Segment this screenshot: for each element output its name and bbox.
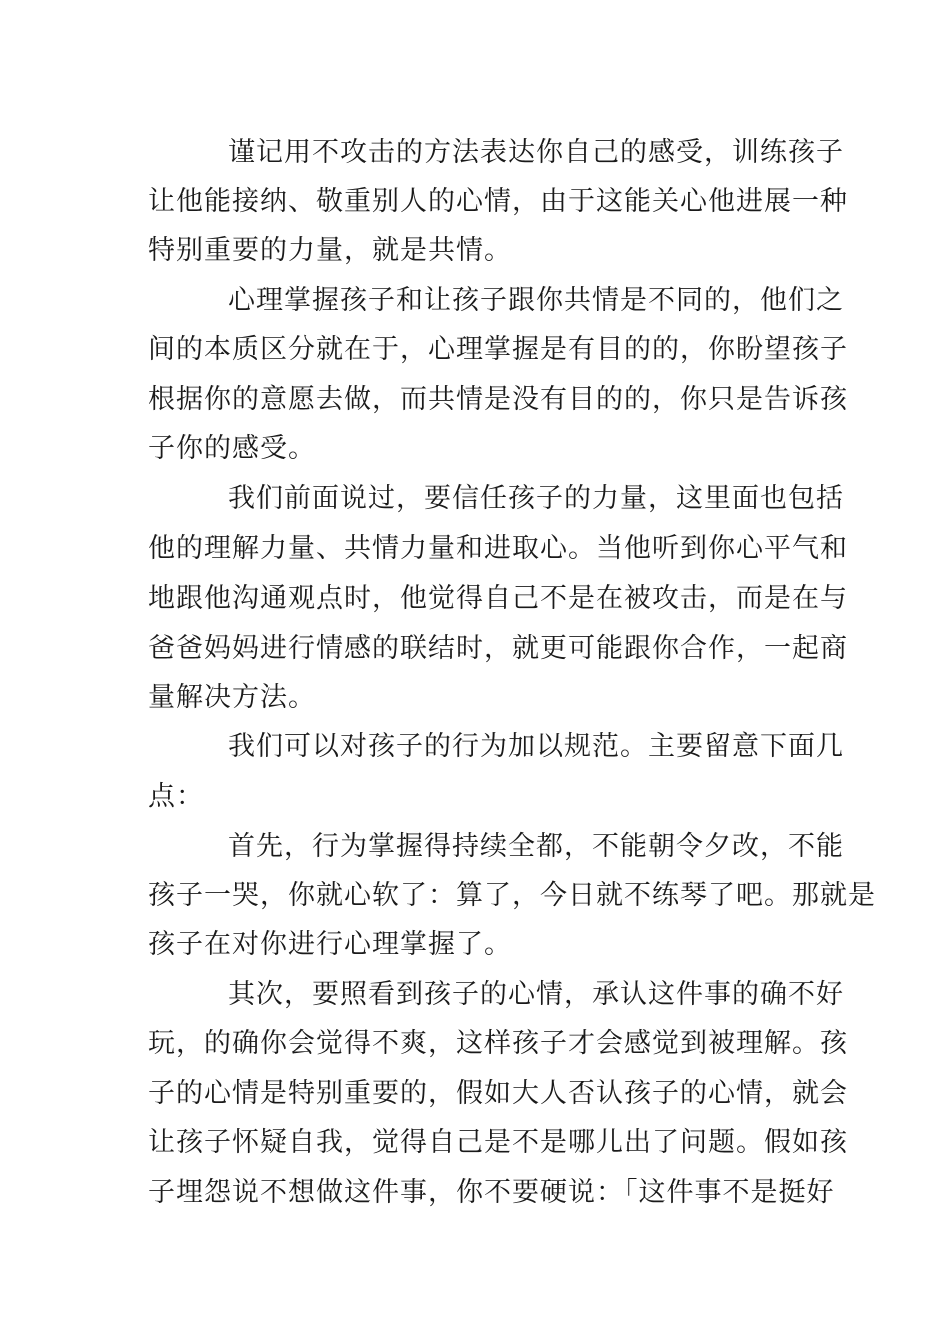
paragraph-5-line-3: 孩子在对你进行心理掌握了。	[148, 929, 512, 960]
paragraph-2-line-1: 心理掌握孩子和让孩子跟你共情是不同的，他们之	[228, 285, 844, 316]
paragraph-1-line-1: 谨记用不攻击的方法表达你自己的感受，训练孩子	[228, 137, 844, 168]
paragraph-2-line-2: 间的本质区分就在于，心理掌握是有目的的，你盼望孩子	[148, 334, 848, 365]
paragraph-6-line-2: 玩，的确你会觉得不爽，这样孩子才会感觉到被理解。孩	[148, 1028, 848, 1059]
paragraph-3-line-2: 他的理解力量、共情力量和进取心。当他听到你心平气和	[148, 533, 848, 564]
paragraph-2-line-3: 根据你的意愿去做，而共情是没有目的的，你只是告诉孩	[148, 384, 848, 415]
paragraph-3-line-3: 地跟他沟通观点时，他觉得自己不是在被攻击，而是在与	[148, 583, 848, 614]
paragraph-5-line-1: 首先，行为掌握得持续全都，不能朝令夕改，不能	[228, 831, 844, 862]
paragraph-4-line-1: 我们可以对孩子的行为加以规范。主要留意下面几	[228, 731, 844, 762]
paragraph-6-line-1: 其次，要照看到孩子的心情，承认这件事的确不好	[228, 979, 844, 1010]
paragraph-3-line-4: 爸爸妈妈进行情感的联结时，就更可能跟你合作，一起商	[148, 633, 848, 664]
paragraph-1-line-3: 特别重要的力量，就是共情。	[148, 235, 512, 266]
paragraph-1-line-2: 让他能接纳、敬重别人的心情，由于这能关心他进展一种	[148, 186, 848, 217]
paragraph-2-line-4: 子你的感受。	[148, 433, 316, 464]
paragraph-4-line-2: 点：	[148, 781, 204, 812]
paragraph-6-line-3: 子的心情是特别重要的，假如大人否认孩子的心情，就会	[148, 1078, 848, 1109]
paragraph-3-line-1: 我们前面说过，要信任孩子的力量，这里面也包括	[228, 483, 844, 514]
paragraph-6-line-4: 让孩子怀疑自我，觉得自己是不是哪儿出了问题。假如孩	[148, 1127, 848, 1158]
paragraph-3-line-5: 量解决方法。	[148, 682, 316, 713]
paragraph-5-line-2: 孩子一哭，你就心软了：算了，今日就不练琴了吧。那就是	[148, 880, 876, 911]
paragraph-6-line-5: 子埋怨说不想做这件事，你不要硬说：「这件事不是挺好	[148, 1177, 835, 1208]
